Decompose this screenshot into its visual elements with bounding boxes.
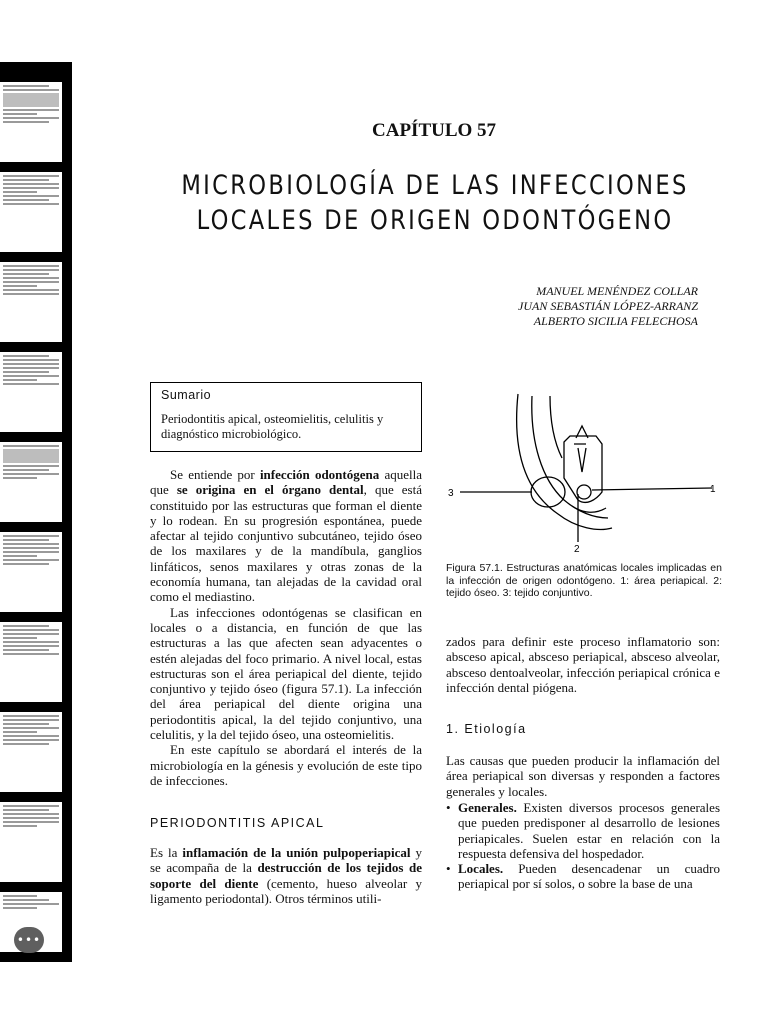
leader-line-1 bbox=[592, 488, 712, 490]
chapter-title bbox=[170, 168, 700, 238]
section-heading: 1. Etiología bbox=[446, 722, 527, 736]
more-options-button[interactable]: ••• bbox=[14, 927, 44, 953]
summary-text: Periodontitis apical, osteomielitis, celulitis y diagnóstico microbiológico. bbox=[161, 412, 384, 441]
paragraph: En este capítulo se abordará el interés de la microbiología en la génesis y evolución de este tipo de infecciones. bbox=[150, 742, 422, 788]
bullet-list bbox=[446, 800, 720, 892]
page-thumbnail[interactable] bbox=[0, 622, 62, 702]
page-thumbnail[interactable] bbox=[0, 172, 62, 252]
summary-box bbox=[150, 382, 422, 452]
figure-caption: Figura 57.1. Estructuras anatómicas locales implicadas en la infección de origen odontógeno. 1: área periapical. 2: tejido óseo. 3: tejido conjuntivo. bbox=[446, 562, 722, 600]
gum-contour bbox=[532, 396, 608, 518]
summary-heading: Sumario bbox=[161, 388, 212, 402]
title-line-1: MICROBIOLOGÍA DE LAS INFECCIONES bbox=[181, 170, 689, 201]
tooth-pulp bbox=[574, 444, 586, 472]
author-name: ALBERTO SICILIA FELECHOSA bbox=[533, 314, 698, 328]
page-thumbnail[interactable] bbox=[0, 802, 62, 882]
paragraph: Las infecciones odontógenas se clasifican en locales o a distancia, en función de que las estructuras a las que afecten sean adyacentes o estén alejadas del foco primario. A nivel local, estas estructuras son el área periapical del diente, tejido conjuntivo y tejido óseo (figura 57.1). La infección del área periapical del diente origina una periodontitis apical, la del tejido conjuntivo, una celulitis, y la del tejido óseo, una osteomielitis. bbox=[150, 604, 422, 743]
page-thumbnail[interactable] bbox=[0, 532, 62, 612]
page-thumbnail[interactable] bbox=[0, 352, 62, 432]
figure-label-2: 2 bbox=[574, 544, 580, 554]
list-item: • Locales. Pueden desencadenar un cuadro periapical por sí solos, o sobre la base de una bbox=[446, 861, 720, 892]
etiologia-text: Las causas que pueden producir la inflamación del área periapical son diversas y responden a factores generales y locales. bbox=[446, 753, 720, 799]
page-thumbnail[interactable] bbox=[0, 262, 62, 342]
apex-circle bbox=[577, 485, 591, 499]
thumbnail-strip bbox=[0, 62, 72, 962]
figure-label-1: 1 bbox=[710, 484, 716, 495]
continuation-text: zados para definir este proceso inflamatorio son: absceso apical, absceso periapical, absceso alveolar, absceso dentoalveolar, infección periapical crónica e infección dental piógena. bbox=[446, 634, 720, 695]
author-name: MANUEL MENÉNDEZ COLLAR bbox=[536, 284, 698, 298]
title-line-2: LOCALES DE ORIGEN ODONTÓGENO bbox=[196, 205, 674, 236]
paragraph: Es la inflamación de la unión pulpoperiapical y se acompaña de la destrucción de los tejidos de soporte del diente (cemento, hueso alveolar y ligamento periodontal). Otros términos utili- bbox=[150, 845, 423, 906]
page-thumbnail[interactable] bbox=[0, 82, 62, 162]
page-thumbnail[interactable] bbox=[0, 712, 62, 792]
paragraph: Se entiende por infección odontógena aquella que se origina en el órgano dental, que está constituido por las estructuras que forman el diente y lo rodean. En su progresión espontánea, puede afectar al tejido conjuntivo subcutáneo, tejido óseo de los maxilares y de la mandíbula, ganglios linfáticos, senos maxilares y otras zonas de la economía humana, tan alejadas de la cavidad oral como el mediastino. bbox=[150, 467, 422, 605]
page-thumbnail[interactable] bbox=[0, 442, 62, 522]
author-list bbox=[470, 284, 698, 329]
section-heading: PERIODONTITIS APICAL bbox=[150, 816, 325, 830]
periodontitis-text bbox=[150, 845, 422, 906]
intro-text bbox=[150, 467, 422, 788]
figure-label-3: 3 bbox=[448, 488, 454, 499]
tooth-anatomy-figure bbox=[446, 382, 720, 554]
author-name: JUAN SEBASTIÁN LÓPEZ-ARRANZ bbox=[518, 299, 698, 313]
chapter-number: CAPÍTULO 57 bbox=[372, 120, 497, 141]
list-item: • Generales. Existen diversos procesos generales que pueden predisponer al desarrollo de lesiones periapicales. Suelen estar en relación con la respuesta defensiva del hospedador. bbox=[446, 800, 720, 861]
